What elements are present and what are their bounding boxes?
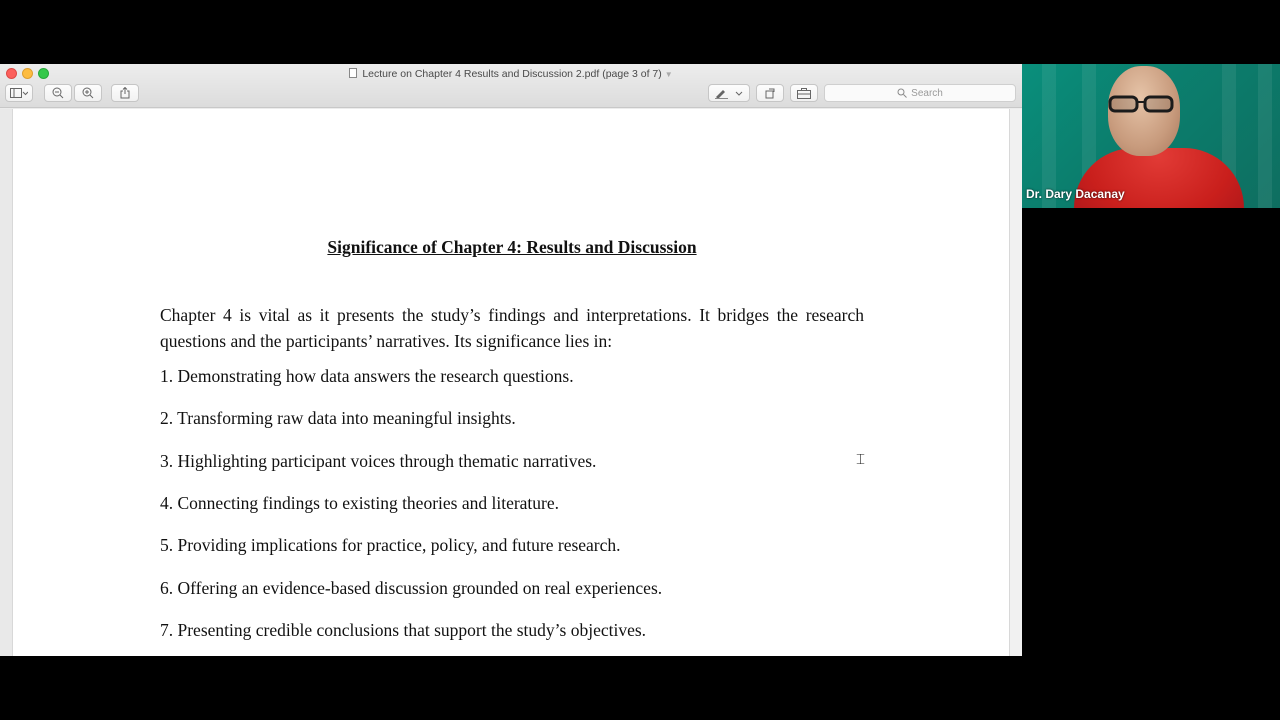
list-item: 5. Providing implications for practice, policy, and future research. (160, 535, 621, 555)
search-input[interactable] (824, 84, 1016, 102)
intro-paragraph: Chapter 4 is vital as it presents the study’s findings and interpretations. It bridges the research questions and the participants’ narratives. Its significance lies in: (160, 305, 864, 351)
presenter-video (1022, 64, 1280, 208)
window-title: Lecture on Chapter 4 Results and Discussion 2.pdf (page 3 of 7) (362, 68, 662, 80)
markup-pen-icon (714, 87, 744, 99)
list-item: 6. Offering an evidence-based discussion grounded on real experiences. (160, 578, 663, 598)
list-item: 1. Demonstrating how data answers the research questions. (160, 366, 574, 386)
chevron-down-icon[interactable]: ▼ (664, 70, 673, 79)
window-title-bar (0, 66, 1022, 83)
scrollbar[interactable] (1010, 109, 1022, 656)
document-icon (349, 68, 357, 78)
toolbox-icon (797, 88, 811, 99)
list-item: 3. Highlighting participant voices through thematic narratives. (160, 451, 597, 471)
document-viewport[interactable] (0, 109, 1022, 656)
sidebar-icon (10, 88, 28, 98)
list-item: 4. Connecting findings to existing theories and literature. (160, 493, 560, 513)
list-item: 2. Transforming raw data into meaningful insights. (160, 408, 516, 428)
zoom-in-icon (82, 87, 94, 99)
preview-window (0, 64, 1022, 656)
zoom-out-button[interactable] (44, 84, 72, 102)
list-item: 7. Presenting credible conclusions that support the study’s objectives. (160, 620, 647, 640)
search-icon (897, 88, 907, 98)
toolbox-button[interactable] (790, 84, 818, 102)
text-cursor-icon: ⌶ (856, 452, 866, 468)
markup-button[interactable] (708, 84, 750, 102)
share-icon (120, 87, 130, 99)
pdf-page[interactable] (12, 109, 1010, 656)
rotate-icon (764, 87, 776, 99)
background-stripe (1258, 64, 1272, 208)
rotate-button[interactable] (756, 84, 784, 102)
share-button[interactable] (111, 84, 139, 102)
presenter-name: Dr. Dary Dacanay (1026, 187, 1125, 201)
zoom-out-icon (52, 87, 64, 99)
glasses-icon (1108, 94, 1176, 114)
search-placeholder: Search (911, 87, 943, 99)
page-heading: Significance of Chapter 4: Results and Discussion (327, 237, 697, 257)
zoom-in-button[interactable] (74, 84, 102, 102)
title-bar (0, 64, 1022, 108)
sidebar-toggle-button[interactable] (5, 84, 33, 102)
